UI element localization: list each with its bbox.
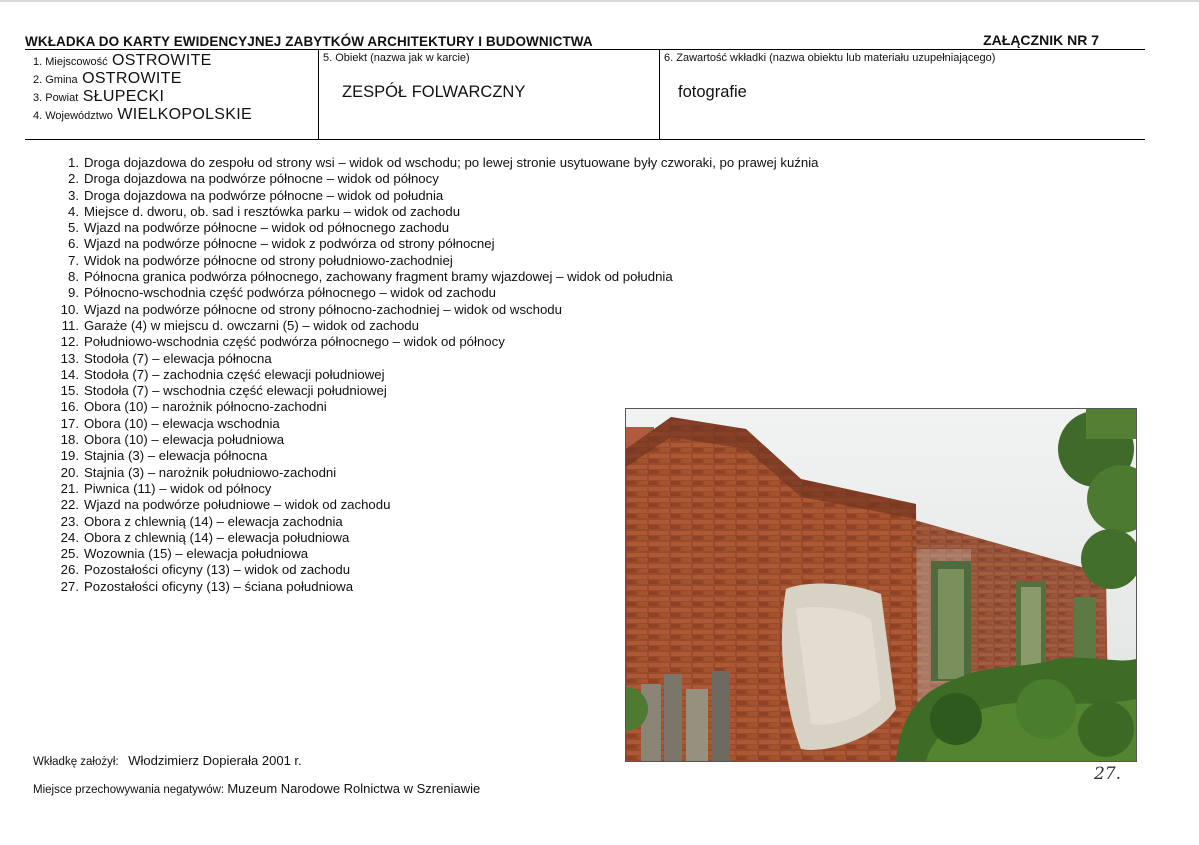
- ruin-photo-illustration: [626, 409, 1136, 761]
- author-line: [33, 753, 302, 768]
- list-item: [40, 171, 819, 187]
- list-item-text: Obora z chlewnią (14) – elewacja południowa: [84, 529, 350, 545]
- list-item-number: 19.: [60, 448, 79, 464]
- list-item-text: Widok na podwórze północne od strony południowo-zachodniej: [84, 252, 453, 268]
- list-item-number: 22.: [60, 497, 79, 513]
- list-item-text: Garaże (4) w miejscu d. owczarni (5) – widok od zachodu: [84, 317, 419, 333]
- list-item-text: Stodoła (7) – elewacja północna: [84, 350, 272, 366]
- powiat-field: [33, 88, 164, 106]
- miejscowosc-label: 1. Miejscowość: [33, 56, 108, 68]
- list-item: [40, 351, 819, 367]
- list-item: [40, 236, 819, 252]
- negatives-line: [33, 781, 480, 796]
- miejscowosc-field: [33, 52, 212, 70]
- list-item-number: 15.: [60, 383, 79, 399]
- list-item-number: 21.: [60, 480, 79, 496]
- list-item-text: Wjazd na podwórze północne – widok z podwórza od strony północnej: [84, 236, 495, 252]
- list-item-number: 6.: [68, 236, 79, 252]
- list-item-text: Obora (10) – elewacja wschodnia: [84, 415, 280, 431]
- list-item-text: Piwnica (11) – widok od północy: [84, 480, 272, 496]
- list-item-number: 26.: [60, 562, 79, 578]
- list-item-text: Wjazd na podwórze północne – widok od północnego zachodu: [84, 220, 450, 236]
- list-item-number: 23.: [60, 513, 79, 529]
- list-item: [40, 318, 819, 334]
- header-divider-2: [659, 49, 660, 140]
- list-item-text: Północno-wschodnia część podwórza północnego – widok od zachodu: [84, 285, 497, 301]
- gmina-field: [33, 70, 182, 88]
- gmina-label: 2. Gmina: [33, 74, 78, 86]
- list-item-number: 14.: [60, 366, 79, 382]
- powiat-label: 3. Powiat: [33, 92, 79, 104]
- list-item-text: Stajnia (3) – narożnik południowo-zachodni: [84, 464, 337, 480]
- list-item: [40, 220, 819, 236]
- list-item: [40, 302, 819, 318]
- list-item: [40, 383, 819, 399]
- list-item-text: Droga dojazdowa do zespołu od strony wsi – widok od wschodu; po lewej stronie usytuowane były czworaki, po prawej kuźnia: [84, 155, 819, 170]
- list-item-number: 18.: [60, 432, 79, 448]
- list-item-text: Droga dojazdowa na podwórze północne – widok od północy: [84, 171, 439, 187]
- list-item-text: Obora z chlewnią (14) – elewacja zachodnia: [84, 513, 343, 529]
- list-item-text: Wjazd na podwórze północne od strony północno-zachodniej – widok od wschodu: [84, 301, 562, 317]
- list-item-number: 20.: [60, 464, 79, 480]
- list-item-number: 10.: [60, 301, 79, 317]
- powiat-value: SŁUPECKI: [82, 88, 165, 105]
- list-item-text: Stodoła (7) – wschodnia część elewacji południowej: [84, 383, 387, 399]
- list-item-number: 13.: [60, 350, 79, 366]
- list-item-number: 12.: [60, 334, 79, 350]
- page-number: 27.: [1094, 764, 1122, 784]
- list-item-number: 7.: [68, 252, 79, 268]
- ruin-photograph: [625, 408, 1137, 762]
- list-item-number: 25.: [60, 546, 79, 562]
- list-item-number: 9.: [68, 285, 79, 301]
- wojewodztwo-field: [33, 106, 252, 124]
- list-item-number: 5.: [68, 220, 79, 236]
- author-value: Włodzimierz Dopierała 2001 r.: [128, 753, 302, 768]
- list-item: [40, 269, 819, 285]
- list-item-number: 27.: [60, 578, 79, 594]
- list-item-number: 16.: [60, 399, 79, 415]
- list-item: [40, 367, 819, 383]
- miejscowosc-value: OSTROWITE: [112, 52, 212, 69]
- negatives-value: Muzeum Narodowe Rolnictwa w Szreniawie: [227, 781, 481, 796]
- list-item: [40, 253, 819, 269]
- gmina-value: OSTROWITE: [82, 70, 182, 87]
- header-top-rule: [25, 49, 1145, 50]
- list-item: [40, 285, 819, 301]
- object-label: 5. Obiekt (nazwa jak w karcie): [323, 52, 470, 64]
- list-item-number: 24.: [60, 529, 79, 545]
- list-item-number: 2.: [68, 171, 79, 187]
- list-item-text: Wozownia (15) – elewacja południowa: [84, 546, 309, 562]
- list-item-text: Droga dojazdowa na podwórze północne – widok od południa: [84, 187, 444, 203]
- wojewodztwo-value: WIELKOPOLSKIE: [117, 106, 252, 123]
- list-item-text: Stodoła (7) – zachodnia część elewacji południowej: [84, 366, 385, 382]
- list-item-text: Południowo-wschodnia część podwórza północnego – widok od północy: [84, 334, 505, 350]
- content-value: fotografie: [678, 83, 747, 101]
- negatives-label: Miejsce przechowywania negatywów:: [33, 784, 225, 796]
- list-item: [40, 334, 819, 350]
- list-item-number: 3.: [68, 187, 79, 203]
- list-item: [40, 188, 819, 204]
- list-item: [40, 155, 819, 171]
- list-item-text: Obora (10) – narożnik północno-zachodni: [84, 399, 327, 415]
- list-item-text: Wjazd na podwórze południowe – widok od zachodu: [84, 497, 391, 513]
- list-item-text: Pozostałości oficyny (13) – widok od zachodu: [84, 562, 351, 578]
- list-item: [40, 204, 819, 220]
- list-item-number: 8.: [68, 269, 79, 285]
- header-bottom-rule: [25, 139, 1145, 140]
- list-item-number: 1.: [68, 155, 79, 170]
- object-value: ZESPÓŁ FOLWARCZNY: [342, 83, 526, 101]
- content-label: 6. Zawartość wkładki (nazwa obiektu lub materiału uzupełniającego): [664, 52, 996, 64]
- header-divider-1: [318, 49, 319, 140]
- list-item-text: Miejsce d. dworu, ob. sad i resztówka parku – widok od zachodu: [84, 203, 461, 219]
- author-label: Wkładkę założył:: [33, 756, 119, 768]
- wojewodztwo-label: 4. Województwo: [33, 110, 113, 122]
- scan-edge: [0, 0, 1199, 2]
- list-item-text: Pozostałości oficyny (13) – ściana południowa: [84, 578, 354, 594]
- list-item-number: 11.: [61, 317, 79, 333]
- document-title: WKŁADKA DO KARTY EWIDENCYJNEJ ZABYTKÓW ARCHITEKTURY I BUDOWNICTWA: [25, 34, 593, 49]
- list-item-text: Północna granica podwórza północnego, zachowany fragment bramy wjazdowej – widok od południa: [84, 269, 673, 285]
- list-item-number: 17.: [60, 415, 79, 431]
- list-item-number: 4.: [68, 203, 79, 219]
- list-item-text: Obora (10) – elewacja południowa: [84, 432, 285, 448]
- list-item-text: Stajnia (3) – elewacja północna: [84, 448, 268, 464]
- appendix-label: ZAŁĄCZNIK NR 7: [983, 32, 1099, 48]
